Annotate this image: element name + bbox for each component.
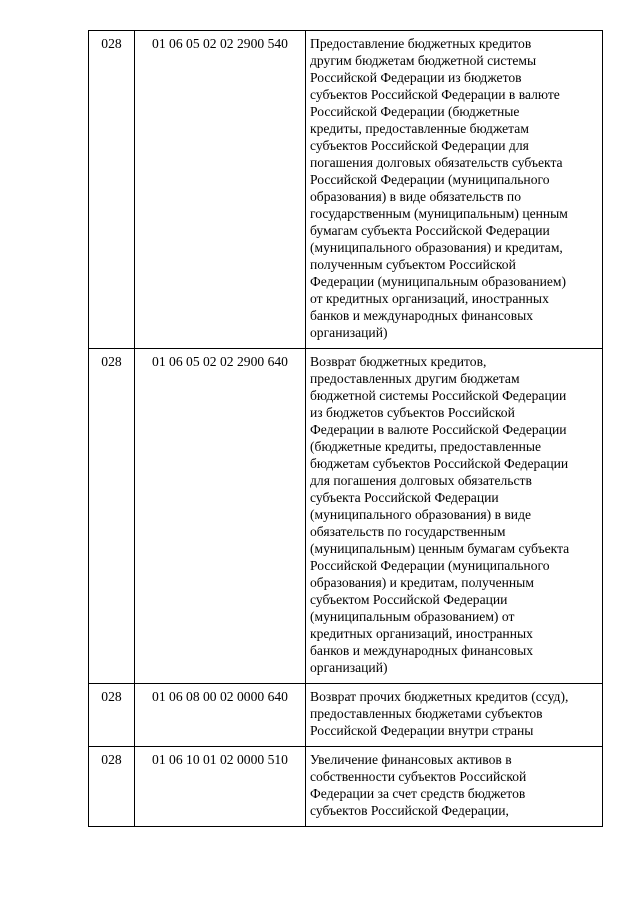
description-cell — [306, 747, 603, 827]
kbk-code: 01 06 05 02 02 2900 640 — [152, 354, 288, 369]
admin-code-cell — [89, 684, 135, 747]
kbk-code-cell — [135, 349, 306, 684]
admin-code: 028 — [101, 36, 122, 51]
kbk-code-cell — [135, 31, 306, 349]
description-cell — [306, 349, 603, 684]
description-text: Предоставление бюджетных кредитов другим бюджетам бюджетной системы Российской Федерации из бюджетов субъектов Российской Федерации в валюте Российской Федерации (бюджетные кредиты, предоставленные бюджетам субъектов Российской Федерации для погашения долговых обязательств субъекта Российской Федерации (муниципального образования) в виде обязательств по государственным (муниципальным) ценным бумагам субъекта Российской Федерации (муниципального образования) и кредитам, полученным субъектом Российской Федерации (муниципальным образованием) от кредитных организаций, иностранных банков и международных финансовых организаций) — [310, 36, 568, 340]
table-row — [89, 31, 603, 349]
table-row — [89, 349, 603, 684]
admin-code: 028 — [101, 689, 122, 704]
kbk-code: 01 06 08 00 02 0000 640 — [152, 689, 288, 704]
table-row — [89, 747, 603, 827]
description-text: Возврат бюджетных кредитов, предоставленных другим бюджетам бюджетной системы Российской Федерации из бюджетов субъектов Российской Федерации в валюте Российской Федерации (бюджетные кредиты, предоставленные бюджетам субъектов Российской Федерации для погашения долговых обязательств субъекта Российской Федерации (муниципального образования) в виде обязательств по государственным (муниципальным) ценным бумагам субъекта Российской Федерации (муниципального образования) и кредитам, полученным субъектом Российской Федерации (муниципальным образованием) от кредитных организаций, иностранных банков и международных финансовых организаций) — [310, 354, 570, 675]
description-text: Увеличение финансовых активов в собственности субъектов Российской Федерации за счет средств бюджетов субъектов Российской Федерации, — [310, 752, 527, 818]
description-cell — [306, 31, 603, 349]
budget-classification-table — [88, 30, 603, 827]
table-row — [89, 684, 603, 747]
description-text: Возврат прочих бюджетных кредитов (ссуд), предоставленных бюджетами субъектов Российской Федерации внутри страны — [310, 689, 569, 738]
admin-code-cell — [89, 747, 135, 827]
admin-code-cell — [89, 31, 135, 349]
admin-code: 028 — [101, 354, 122, 369]
kbk-code-cell — [135, 684, 306, 747]
kbk-code: 01 06 05 02 02 2900 540 — [152, 36, 288, 51]
admin-code-cell — [89, 349, 135, 684]
kbk-code: 01 06 10 01 02 0000 510 — [152, 752, 288, 767]
kbk-code-cell — [135, 747, 306, 827]
admin-code: 028 — [101, 752, 122, 767]
description-cell — [306, 684, 603, 747]
